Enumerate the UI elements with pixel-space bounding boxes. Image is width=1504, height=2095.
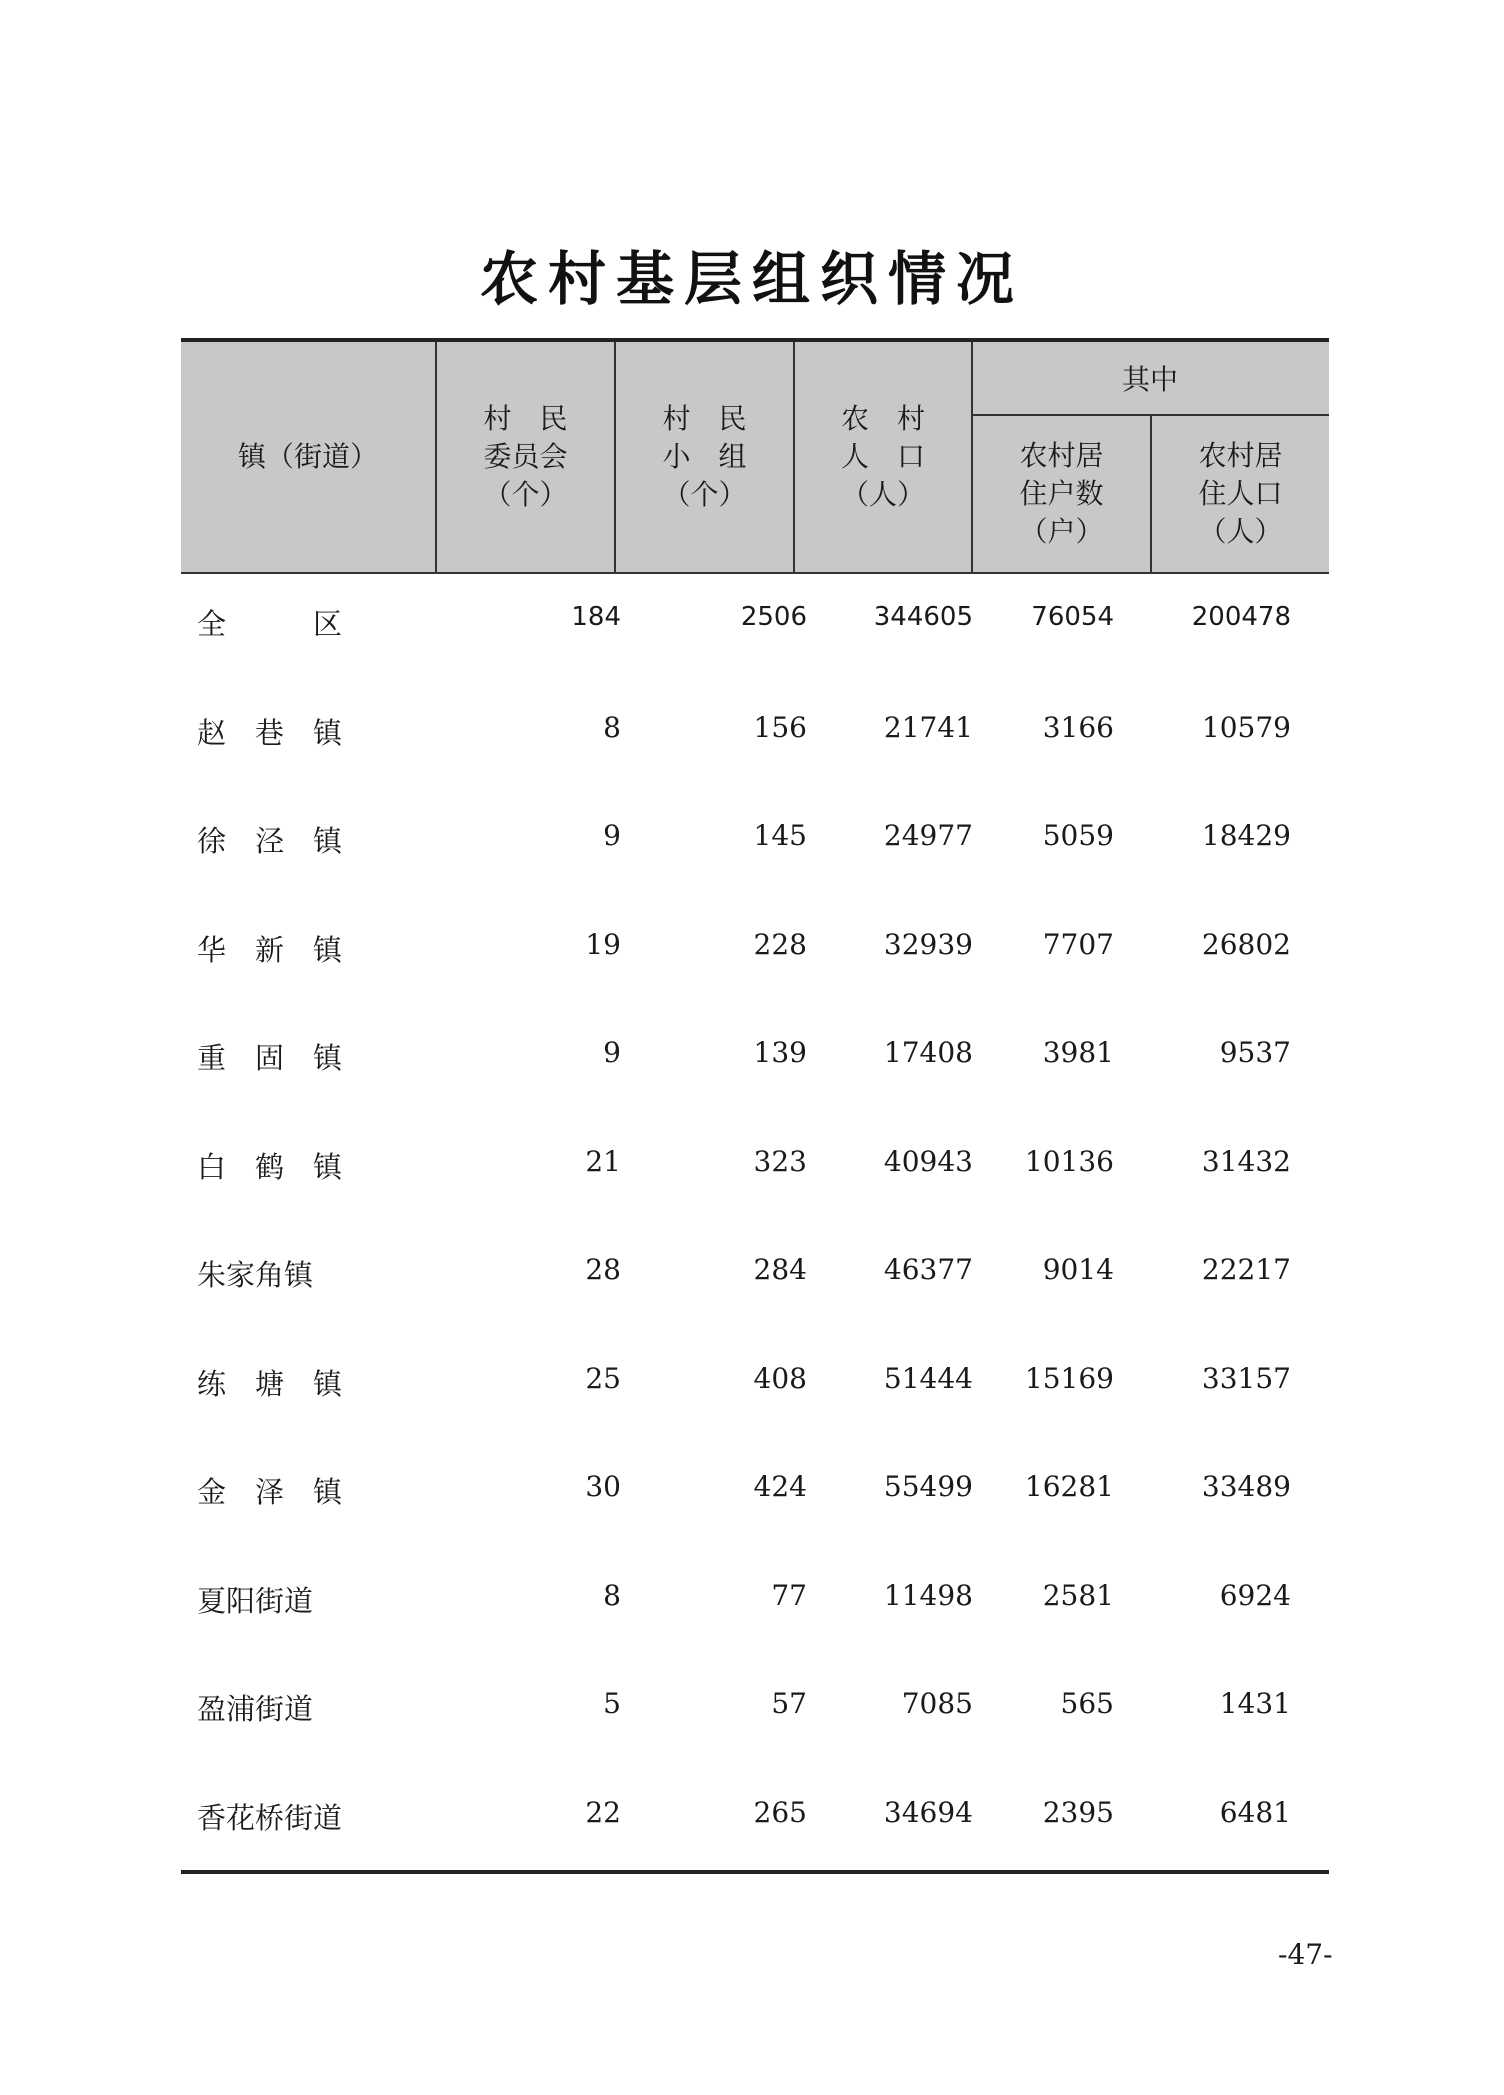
table-row	[181, 1008, 1329, 1117]
cell-villager-groups: 424	[753, 1470, 807, 1503]
row-name: 白 鹤 镇	[197, 1149, 343, 1184]
cell-rural-households: 2395	[1042, 1795, 1114, 1829]
cell-rural-households: 2581	[1042, 1578, 1114, 1612]
cell-rural-households: 5059	[1042, 819, 1114, 852]
cell-village-committees: 8	[603, 1578, 621, 1612]
row-name: 赵 巷 镇	[197, 715, 343, 750]
table-row	[181, 1551, 1329, 1660]
header-line: 委员会	[483, 440, 568, 473]
header-line: 人 口	[840, 440, 925, 473]
cell-village-committees: 25	[585, 1361, 621, 1395]
header-town	[181, 342, 435, 572]
cell-rural-population: 32939	[883, 927, 973, 961]
row-name: 金 泽 镇	[197, 1475, 343, 1509]
cell-rural-households: 565	[1060, 1687, 1114, 1720]
page-number: -47-	[1278, 1938, 1333, 1971]
table-row	[181, 900, 1329, 1009]
cell-rural-households: 15169	[1024, 1361, 1114, 1395]
cell-rural-resident-population: 9537	[1219, 1036, 1291, 1069]
row-name: 全 区	[197, 607, 343, 641]
row-name: 徐 泾 镇	[197, 824, 343, 858]
cell-village-committees: 5	[603, 1687, 621, 1720]
cell-rural-population: 24977	[883, 819, 973, 852]
cell-rural-resident-population: 200478	[1191, 602, 1291, 632]
header-village-committees	[437, 342, 614, 572]
cell-rural-population: 55499	[883, 1470, 973, 1503]
table-bottom-rule	[181, 1870, 1329, 1874]
header-villager-groups	[616, 342, 793, 572]
header-town-label: 镇（街道）	[237, 440, 378, 473]
header-group-of-which	[971, 342, 1329, 414]
table-row	[181, 1442, 1329, 1551]
cell-rural-population: 17408	[883, 1036, 973, 1069]
cell-village-committees: 22	[585, 1795, 621, 1829]
row-name: 练 塘 镇	[197, 1366, 343, 1401]
cell-rural-households: 7707	[1042, 927, 1114, 961]
row-name: 华 新 镇	[197, 932, 343, 967]
cell-rural-households: 3166	[1042, 710, 1114, 744]
cell-rural-households: 3981	[1042, 1036, 1114, 1069]
cell-villager-groups: 57	[771, 1687, 807, 1720]
cell-village-committees: 184	[571, 602, 621, 632]
cell-villager-groups: 323	[753, 1144, 807, 1178]
page-title: 农村基层组织情况	[479, 245, 1024, 313]
header-rural-population	[795, 342, 971, 572]
cell-village-committees: 19	[585, 927, 621, 961]
cell-rural-households: 10136	[1024, 1144, 1114, 1178]
cell-village-committees: 21	[585, 1144, 621, 1178]
cell-rural-households: 76054	[1031, 602, 1114, 632]
cell-villager-groups: 77	[771, 1578, 807, 1612]
header-line: 小 组	[662, 440, 747, 473]
row-name: 重 固 镇	[197, 1041, 343, 1075]
row-name: 香花桥街道	[197, 1800, 343, 1835]
header-line: 住人口	[1198, 477, 1283, 510]
cell-rural-resident-population: 22217	[1201, 1253, 1291, 1286]
cell-villager-groups: 156	[753, 710, 807, 744]
cell-rural-resident-population: 10579	[1201, 710, 1291, 744]
table-row	[181, 1117, 1329, 1226]
row-name: 夏阳街道	[197, 1583, 314, 1618]
cell-rural-resident-population: 31432	[1201, 1144, 1291, 1178]
cell-village-committees: 8	[603, 710, 621, 744]
cell-villager-groups: 2506	[740, 602, 807, 632]
table-body	[181, 574, 1329, 1876]
header-rural-households	[973, 416, 1150, 572]
header-line: （个）	[662, 478, 747, 511]
cell-rural-resident-population: 6481	[1219, 1795, 1291, 1829]
header-line: 农 村	[840, 402, 925, 435]
header-line: 农村居	[1198, 439, 1283, 472]
cell-rural-resident-population: 1431	[1219, 1687, 1291, 1720]
cell-villager-groups: 145	[753, 819, 807, 852]
cell-rural-resident-population: 33157	[1201, 1361, 1291, 1395]
cell-rural-households: 9014	[1042, 1253, 1114, 1286]
table-row	[181, 1768, 1329, 1877]
cell-rural-resident-population: 6924	[1219, 1578, 1291, 1612]
cell-rural-resident-population: 33489	[1201, 1470, 1291, 1503]
table-row	[181, 1334, 1329, 1443]
cell-rural-households: 16281	[1024, 1470, 1114, 1503]
table-row	[181, 1225, 1329, 1334]
header-line: （人）	[840, 478, 925, 511]
cell-rural-resident-population: 18429	[1201, 819, 1291, 852]
header-group-label: 其中	[1121, 363, 1178, 396]
header-line: 村 民	[483, 402, 568, 435]
table-header	[181, 342, 1329, 574]
header-line: （个）	[483, 478, 568, 511]
row-name: 朱家角镇	[197, 1258, 314, 1292]
table-row-total	[181, 574, 1329, 683]
cell-village-committees: 28	[585, 1253, 621, 1286]
header-rural-resident-population	[1152, 416, 1329, 572]
table-row	[181, 1659, 1329, 1768]
header-line: 住户数	[1019, 477, 1104, 510]
table-row	[181, 683, 1329, 792]
cell-villager-groups: 408	[753, 1361, 807, 1395]
cell-villager-groups: 265	[753, 1795, 807, 1829]
cell-rural-population: 11498	[883, 1578, 973, 1612]
cell-village-committees: 30	[585, 1470, 621, 1503]
cell-rural-population: 21741	[883, 710, 973, 744]
cell-villager-groups: 284	[753, 1253, 807, 1286]
row-name: 盈浦街道	[197, 1692, 314, 1726]
cell-village-committees: 9	[603, 1036, 621, 1069]
cell-rural-population: 344605	[873, 602, 973, 632]
header-line: （人）	[1198, 515, 1283, 548]
header-line: （户）	[1019, 515, 1104, 548]
cell-rural-population: 51444	[883, 1361, 973, 1395]
cell-villager-groups: 139	[753, 1036, 807, 1069]
cell-rural-population: 40943	[883, 1144, 973, 1178]
cell-rural-population: 34694	[883, 1795, 973, 1829]
header-line: 农村居	[1019, 439, 1104, 472]
table-row	[181, 791, 1329, 900]
cell-village-committees: 9	[603, 819, 621, 852]
header-line: 村 民	[662, 402, 747, 435]
cell-rural-population: 46377	[883, 1253, 973, 1286]
cell-villager-groups: 228	[753, 927, 807, 961]
cell-rural-population: 7085	[901, 1687, 973, 1720]
cell-rural-resident-population: 26802	[1201, 927, 1291, 961]
